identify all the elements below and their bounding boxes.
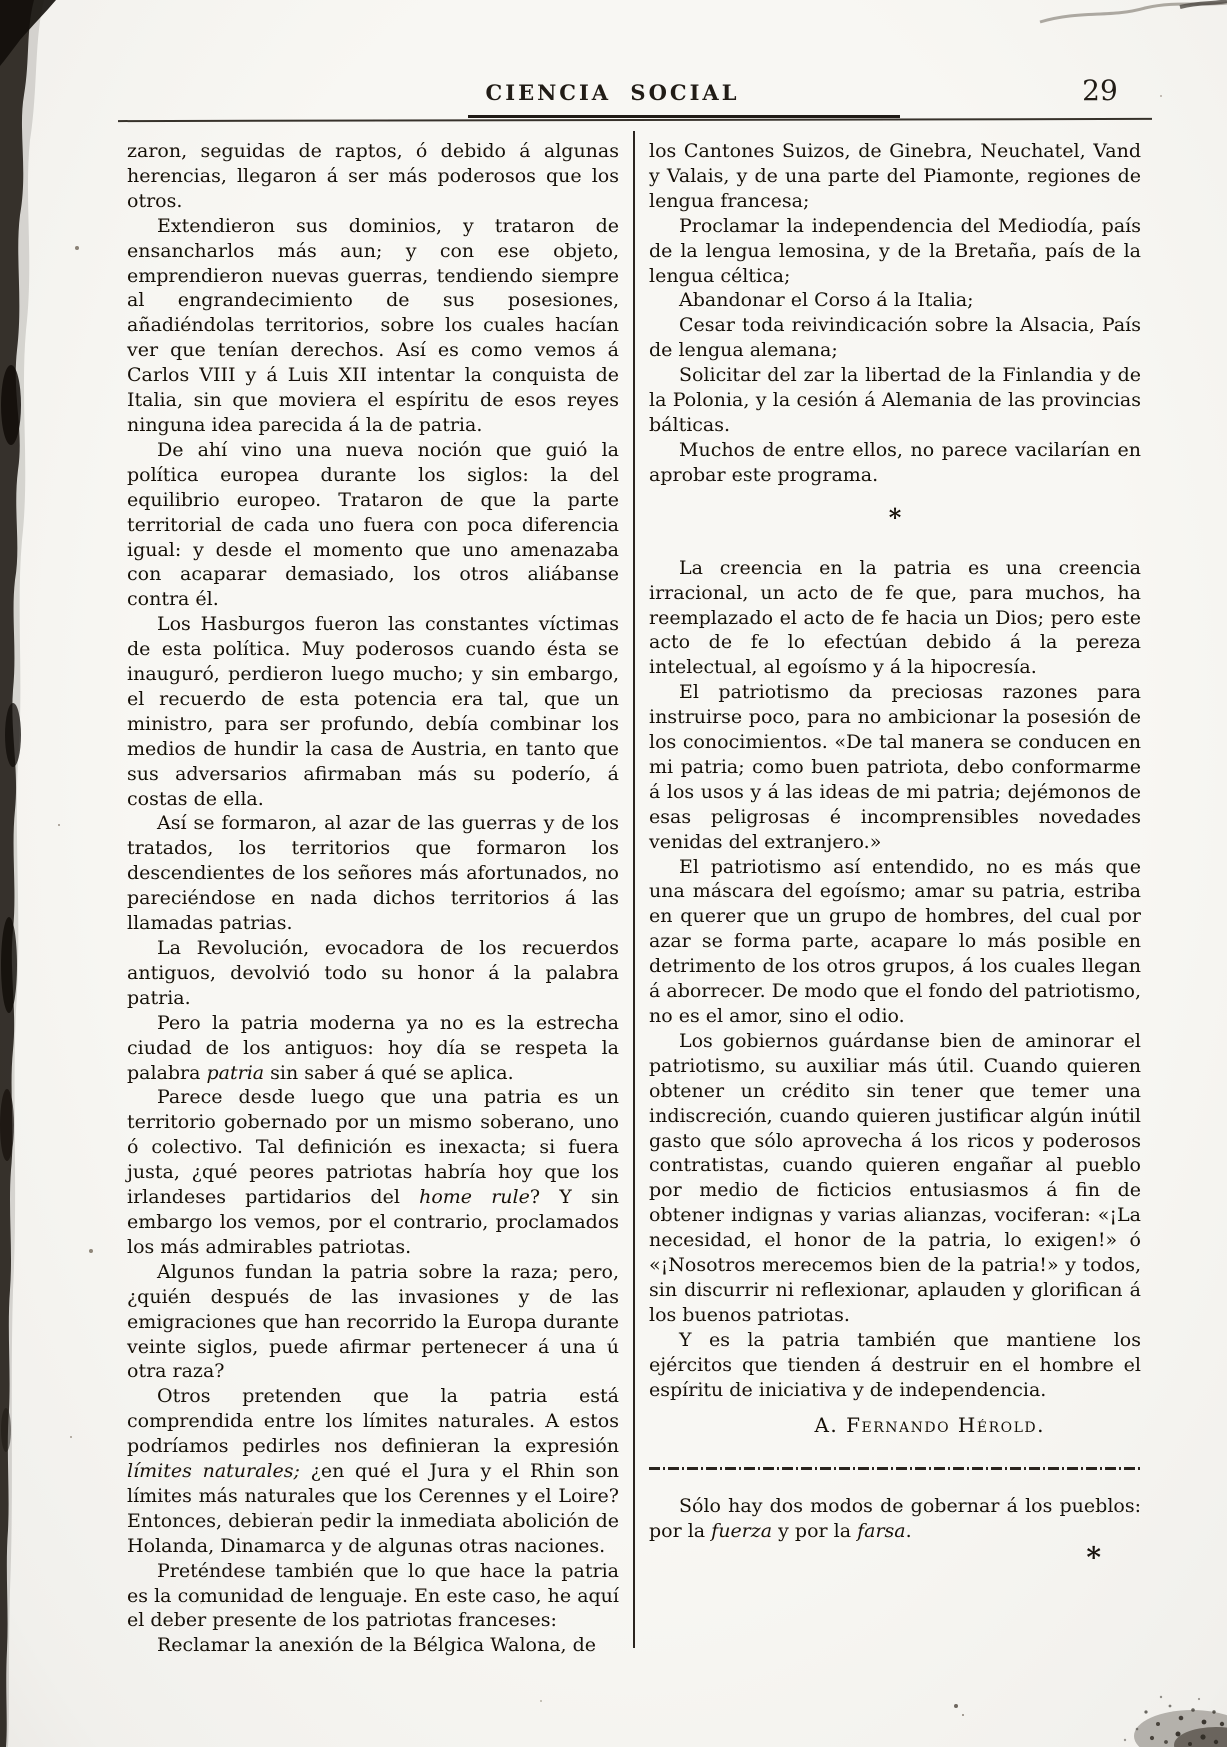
paragraph (127, 438, 619, 612)
paragraph (649, 1029, 1141, 1328)
paragraph (649, 288, 1141, 313)
top-left-corner-smudge (0, 0, 56, 66)
text-run: Pero la patria moderna ya no es la estrecha ciudad de los antiguos: hoy día se respeta la palabra (127, 1011, 619, 1084)
left-edge-blob (0, 1089, 14, 1161)
text-run: y por la (772, 1520, 858, 1543)
left-edge-blob (1, 365, 21, 445)
text-run: Reclamar la anexión de la Bélgica Walona, de (157, 1634, 597, 1657)
right-column (649, 139, 1141, 1575)
text-run: De ahí vino una nueva noción que guió la política europea durante los siglos: la del equilibrio europeo. Trataron de que la parte territorial de cada uno fuera con poca diferencia igual: y desde el momento que uno amenazaba con acaparar demasiado, los otros aliábanse contra él. (127, 438, 619, 611)
paragraph (649, 313, 1141, 363)
left-edge-blob (1, 917, 17, 1013)
text-run: Cesar toda reivindicación sobre la Alsacia, País de lengua alemana; (649, 314, 1141, 362)
paragraph (649, 1328, 1141, 1403)
paragraph (127, 139, 619, 214)
text-run: zaron, seguidas de raptos, ó debido á algunas herencias, llegaron á ser más poderosos que los otros. (127, 140, 619, 212)
paragraph (127, 214, 619, 438)
paper-specks (0, 0, 2, 2)
text-run: sin saber á qué se aplica. (264, 1061, 514, 1084)
paragraph (649, 680, 1141, 854)
text-run: Extendieron sus dominios, y trataron de ensancharlos más aun; y con ese objeto, emprendieron nuevas guerras, tendiendo siempre al engrandecimiento de sus posesiones, añadiéndolas territorios, sobre los cuales hacían ver que tenían derechos. Así es como vemos á Carlos VIII y á Luis XII intentar la conquista de Italia, sin que moviera el espíritu de esos reyes ninguna idea parecida á la de patria. (127, 214, 619, 436)
paragraph (649, 855, 1141, 1029)
text-run: La creencia en la patria es una creencia irracional, un acto de fe que, para muchos, ha reemplazado el acto de fe hacia un Dios; pero este acto de fe lo efectúan debido á la pereza intelectual, al egoísmo y á la hipocresía. (649, 556, 1141, 679)
paragraph (127, 1384, 619, 1558)
text-run: Algunos fundan la patria sobre la raza; pero, ¿quién después de las invasiones y de las emigraciones que han recorrido la Europa durante veinte siglos, puede afirmar pertenecer á una ú otra raza? (127, 1260, 619, 1383)
paragraph (127, 1559, 619, 1634)
journal-title: CIENCIA SOCIAL (485, 80, 740, 105)
text-run: Muchos de entre ellos, no parece vacilarían en aprobar este programa. (649, 438, 1141, 486)
paragraph (127, 1011, 619, 1086)
text-run: Otros pretenden que la patria está comprendida entre los límites naturales. A estos podríamos pedirles nos definieran la expresión (127, 1385, 619, 1458)
bottom-right-smudge (1134, 1710, 1227, 1747)
left-column (127, 139, 619, 1658)
dotted-divider-rule (649, 1467, 1141, 1470)
article-signature: A. Fernando Hérold. (814, 1412, 1045, 1437)
paragraph (649, 214, 1141, 289)
text-run: ? Y sin embargo los vemos, por el contrario, proclamados los más admirables patriotas. (127, 1186, 620, 1258)
text-run: ¿en qué el Jura y el Rhin son límites más naturales que los Cerennes y el Loire? Entonces, debieran pedir la inmediata abolición de Holanda, Dinamarca y de algunas otras naciones. (127, 1460, 619, 1557)
italic-text-run: home rule (419, 1186, 530, 1209)
paragraph (127, 1085, 619, 1259)
text-run: Parece desde luego que una patria es un territorio gobernado por un mismo soberano, uno ó colectivo. Tal definición es inexacta; si fuera justa, ¿qué peores patriotas habría hoy que los irlandeses partidarios del (127, 1086, 619, 1209)
end-ornament: * (1086, 1541, 1101, 1575)
text-run: Proclamar la independencia del Mediodía, país de la lengua lemosina, y de la Bretaña, país de la lengua céltica; (649, 214, 1141, 287)
text-run: . (905, 1520, 912, 1543)
left-binding-smudge (0, 0, 34, 1747)
top-right-scratch (1040, 3, 1227, 22)
left-edge-blob (5, 703, 21, 767)
left-edge-blob (1, 1408, 11, 1452)
text-run: Así se formaron, al azar de las guerras y de los tratados, los territorios que formaron los descendientes de los señores más afortunados, no pareciéndose en nada dichos territorios á las llamadas patrias. (127, 812, 619, 935)
paragraph (127, 1633, 619, 1658)
italic-text-run: patria (206, 1061, 265, 1084)
header-rule-heavy (468, 115, 900, 118)
header-rule (118, 118, 1152, 122)
text-run: Sólo hay dos modos de gobernar á los pueblos: por la (649, 1495, 1141, 1543)
section-separator-star: * (888, 502, 902, 532)
text-run: Los Hasburgos fueron las constantes víctimas de esta política. Muy poderosos cuando ésta se inauguró, perdieron luego mucho; y sin embargo, el recuerdo de esta potencia era tal, que un ministro, para ser profundo, debía combinar los medios de hundir la casa de Austria, en tanto que sus adversarios afirmaban más su poderío, á costas de ella. (127, 613, 619, 810)
text-run: La Revolución, evocadora de los recuerdos antiguos, devolvió todo su honor á la palabra patria. (127, 937, 619, 1009)
paragraph (127, 612, 619, 811)
text-run: Solicitar del zar la libertad de la Finlandia y de la Polonia, y la cesión á Alemania de las provincias bálticas. (649, 364, 1141, 436)
text-run: los Cantones Suizos, de Ginebra, Neuchatel, Vand y Valais, y de una parte del Piamonte, regiones de lengua francesa; (649, 140, 1141, 212)
paragraph (649, 556, 1141, 681)
paragraph (649, 438, 1141, 488)
text-run: El patriotismo así entendido, no es más que una máscara del egoísmo; amar su patria, estriba en querer que un grupo de hombres, del cual por azar se forma parte, acapare lo más posible en detrimento de los otros grupos, á los cuales llegan á aborrecer. De modo que el fondo del patriotismo, no es el amor, sino el odio. (649, 855, 1141, 1027)
paragraph (127, 936, 619, 1011)
paragraph (649, 139, 1141, 214)
top-right-scratch-dark (1180, 1, 1227, 7)
italic-text-run: farsa (857, 1520, 906, 1543)
text-run: Los gobiernos guárdanse bien de aminorar el patriotismo, su auxiliar más útil. Cuando quieren obtener un crédito sin tener que temer una indiscreción, cuando quieren justificar algún inútil gasto que sólo aprovecha á los ricos y poderosos contratistas, cuando quieren engañar al pueblo por medio de ficticios entusiasmos á fin de obtener indignas y varias alianzas, vociferan: «¡La necesidad, el honor de la patria, lo exigen!» ó «¡Nosotros merecemos bien de la patria!» y todos, sin discurrir ni reflexionar, aplauden y glorifican á los buenos patriotas. (649, 1029, 1141, 1326)
column-divider-rule (633, 131, 635, 1648)
bottom-right-speckles (1124, 1696, 1224, 1746)
italic-text-run: límites naturales; (127, 1460, 300, 1483)
paragraph (127, 811, 619, 936)
text-run: Abandonar el Corso á la Italia; (679, 289, 974, 312)
left-binding-haze (0, 0, 44, 1747)
text-run: Y es la patria también que mantiene los ejércitos que tienden á destruir en el hombre el espíritu de iniciativa y de independencia. (649, 1328, 1141, 1401)
page-number: 29 (1082, 74, 1118, 107)
paragraph (127, 1260, 619, 1385)
paragraph (649, 1494, 1141, 1544)
italic-text-run: fuerza (711, 1520, 773, 1543)
bottom-right-smudge (1174, 1727, 1227, 1747)
text-run: El patriotismo da preciosas razones para instruirse poco, para no ambicionar la posesión de los conocimientos. «De tal manera se conducen en mi patria; como buen patriota, debo conformarme á los usos y á las ideas de mi patria; dejémonos de esas peligrosas é incomprensibles novedades venidas del extranjero.» (649, 681, 1141, 853)
paragraph (649, 363, 1141, 438)
text-run: Preténdese también que lo que hace la patria es la comunidad de lenguaje. En este caso, he aquí el deber presente de los patriotas franceses: (127, 1559, 619, 1632)
